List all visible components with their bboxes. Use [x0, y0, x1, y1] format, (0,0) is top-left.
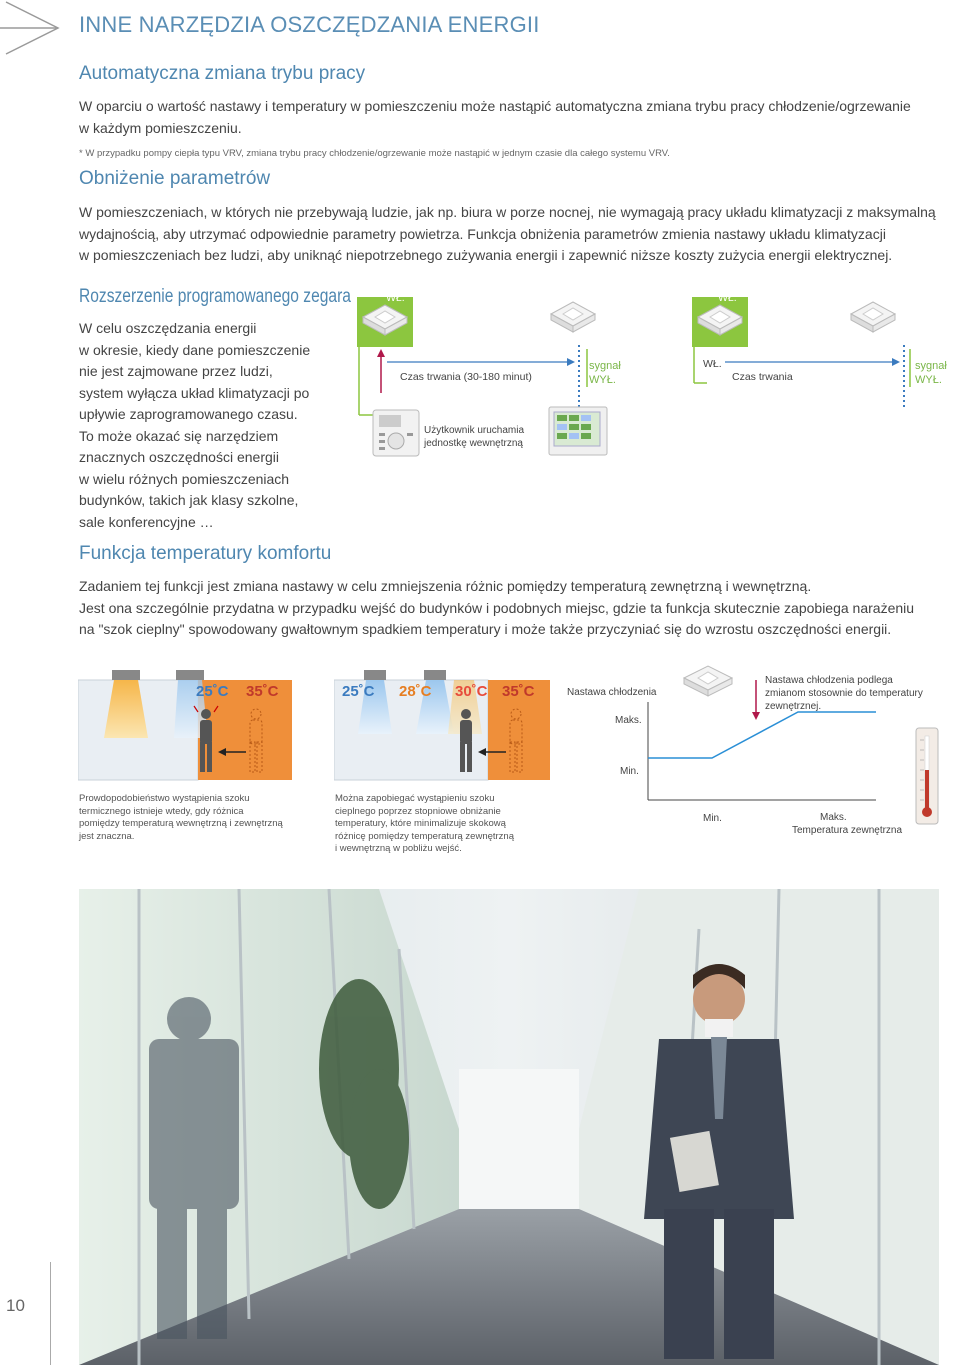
auto-mode-note: * W przypadku pompy ciepła typu VRV, zmiana trybu pracy chłodzenie/ogrzewanie może nastąpić w jednym czasie dla całego systemu VRV.: [79, 148, 670, 159]
auto-mode-text: W oparciu o wartość nastawy i temperatury w pomieszczeniu może nastąpić automatyczna zmiana trybu pracy chłodzenie/ogrzewanie w każdym pomieszczeniu.: [79, 98, 911, 136]
ceiling-unit: [424, 670, 446, 680]
page-title: INNE NARZĘDZIA OSZCZĘDZANIA ENERGII: [79, 12, 540, 37]
on-label-1: WŁ.: [386, 292, 405, 304]
comfort-text: Zadaniem tej funkcji jest zmiana nastawy w celu zmniejszenia różnic pomiędzy temperaturą zewnętrzną i wewnętrzną. Jest ona szczególnie przydatna w przypadku wejść do budynków i podobnych miejsc, gdzie ta funkcja skutecznie zapobiega narażeniu na "szok cieplny" spowodowany gwałtownym spadkiem temperatury i może także przyczyniać się do wzrostu oszczędności energii.: [79, 578, 915, 637]
cassette-unit-icon: [851, 302, 895, 332]
auto-mode-heading: Automatyczna zmiana trybu pracy: [79, 63, 366, 84]
room1-caption: Prowdopodobieństwo wystąpienia szoku termicznego istnieje wtedy, gdy różnica pomiędzy temperaturą wewnętrzną i zewnętrzną jest znaczna.: [79, 793, 283, 842]
graph-y-max: Maks.: [615, 715, 642, 726]
signal-off-label-1: sygnał WYŁ.: [589, 360, 621, 386]
graph-x-min: Min.: [703, 813, 722, 824]
graph-note: Nastawa chłodzenia podlega zmianom stosownie do temperatury zewnętrznej.: [765, 675, 923, 712]
thermometer-icon: [916, 728, 938, 824]
chevron-right-icon: [0, 0, 70, 60]
setpoint-line: [648, 712, 876, 758]
on-label-3: WŁ.: [703, 358, 722, 370]
setback-text: W pomieszczeniach, w których nie przebywają ludzie, jak np. biura w porze nocnej, nie wymagają pracy układu klimatyzacji z maksymalną wydajnością, aby utrzymać odpowiednie parametry powietrza. Funkcja obniżenia parametrów zmienia nastawy układu klimatyzacji w pomieszczeniach bez ludzi, aby uniknąć niepotrzebnego zużywania energii i zapewnić niższe koszty zużycia energii elektrycznej.: [79, 204, 936, 263]
on-label-2: WŁ.: [718, 292, 737, 304]
room2-caption: Można zapobiegać wystąpieniu szoku cieplnego poprzez stopniowe obniżanie temperatury, które minimalizuje skokową różnicę pomiędzy temperaturą zewnętrzną i wewnętrzną w pobliżu wejść.: [335, 793, 515, 854]
duration-label-2: Czas trwania: [732, 371, 793, 383]
ceiling-unit: [176, 670, 204, 680]
user-start-label: Użytkownik uruchamia jednostkę wewnętrzną: [424, 425, 525, 449]
room1-temp-outside: 35˚C: [246, 683, 279, 700]
room2-temp-outside: 35˚C: [502, 683, 535, 700]
setback-heading: Obniżenie parametrów: [79, 168, 271, 189]
graph-y-title: Nastawa chłodzenia: [567, 687, 657, 698]
graph-x-max: Maks.: [820, 812, 847, 823]
graph-x-title: Temperatura zewnętrzna: [792, 825, 903, 836]
room2-temp-1: 25˚C: [342, 683, 375, 700]
ceiling-unit: [112, 670, 140, 680]
central-controller-icon: [549, 407, 607, 455]
cassette-unit-icon: [684, 666, 732, 696]
page-number: 10: [6, 1296, 25, 1315]
remote-controller-icon: [373, 410, 419, 456]
graph-y-min: Min.: [620, 766, 639, 777]
room2-temp-2: 28˚C: [399, 683, 432, 700]
signal-off-label-2: sygnał WYŁ.: [915, 360, 947, 386]
page-side-line: [50, 1262, 51, 1365]
comfort-heading: Funkcja temperatury komfortu: [79, 543, 332, 564]
timer-heading: Rozszerzenie programowanego zegara: [79, 286, 351, 307]
office-corridor-photo: [79, 889, 939, 1365]
timer-text: W celu oszczędzania energii w okresie, kiedy dane pomieszczenie nie jest zajmowane przez ludzi, system wyłącza układ klimatyzacji po upływie zaprogramowanego czasu. To może okazać się narzędziem znacznych oszczędności energii w wielu różnych pomieszczeniach budynków, takich jak klasy szkolne, sale konferencyjne …: [79, 320, 311, 530]
duration-label-1: Czas trwania (30-180 minut): [400, 371, 532, 383]
cassette-unit-icon: [551, 302, 595, 332]
room2-temp-3: 30˚C: [455, 683, 488, 700]
room1-temp-inside: 25˚C: [196, 683, 229, 700]
ceiling-unit: [364, 670, 386, 680]
